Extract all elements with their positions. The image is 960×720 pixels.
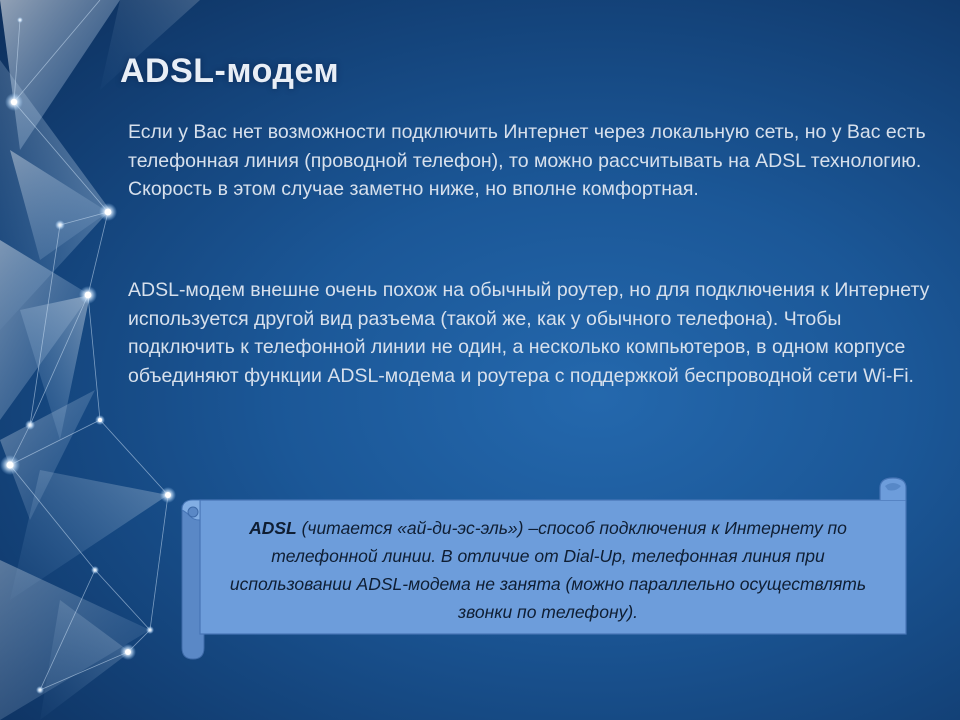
note-text: (читается «ай-ди-эс-эль») –способ подключения к Интернету по телефонной линии. В отличие от Dial-Up, телефонная линия при использовании ADSL-модема не занята (можно параллельно осуществлять звонки по телефону). xyxy=(229,518,867,622)
page-title: ADSL-модем xyxy=(120,52,340,90)
paragraph-adsl-modem: ADSL-модем внешне очень похож на обычный роутер, но для подключения к Интернету используется другой вид разъема (такой же, как у обычного телефона). Чтобы подключить к телефонной линии не один, а несколько компьютеров, в одном корпусе объединяют функции ADSL-модема и роутера с поддержкой беспроводной сети Wi-Fi. xyxy=(128,279,930,387)
definition-note xyxy=(210,514,886,626)
note-term: ADSL xyxy=(249,518,297,538)
paragraph-local-network: Если у Вас нет возможности подключить Интернет через локальную сеть, но у Вас есть телефонная линия (проводной телефон), то можно рассчитывать на ADSL технологию. Скорость в этом случае заметно ниже, но вполне комфортная. xyxy=(128,121,926,200)
